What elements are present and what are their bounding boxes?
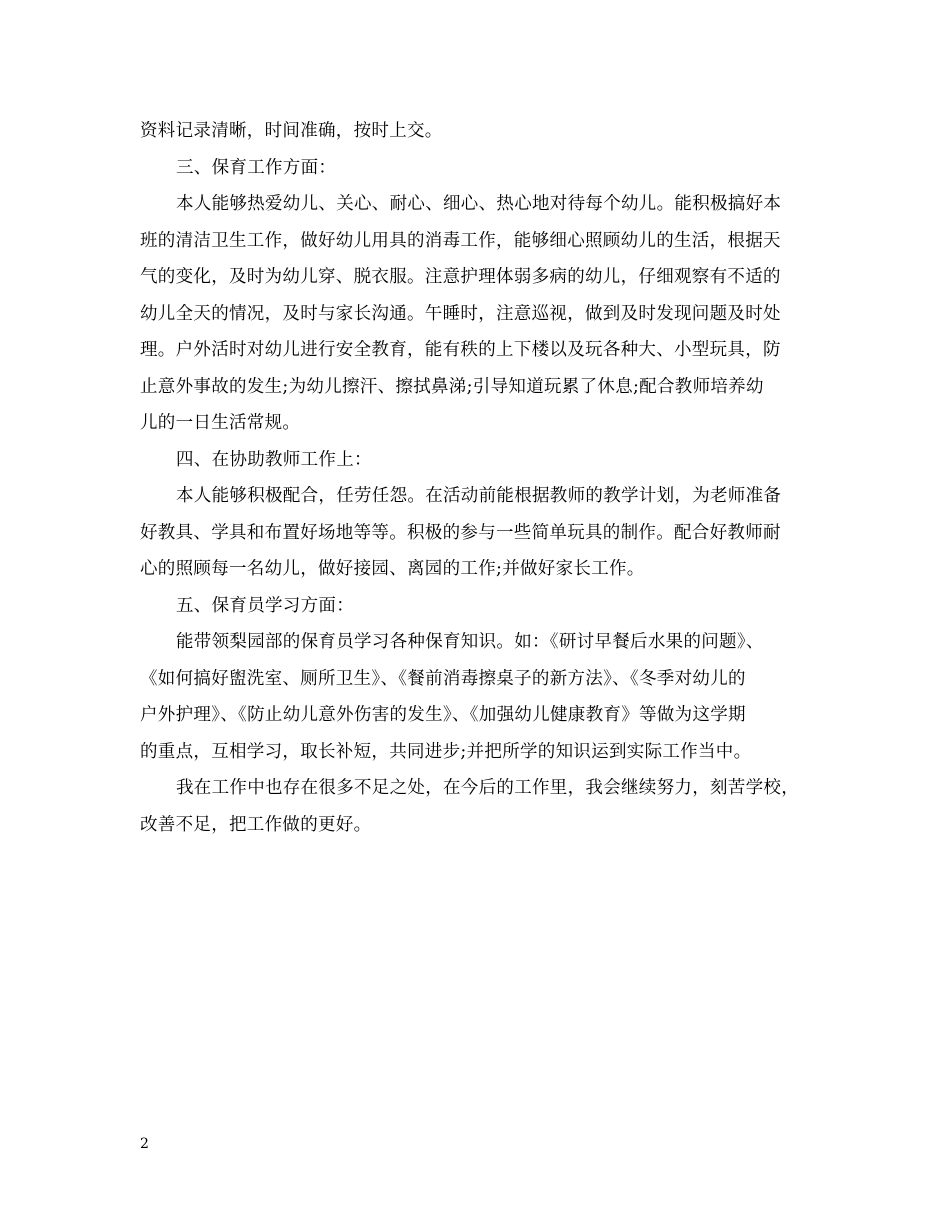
text-line: 资料记录清晰，时间准确，按时上交。 — [140, 121, 443, 141]
text-line: 好教具、学具和布置好场地等等。积极的参与一些简单玩具的制作。配合好教师耐 — [140, 522, 781, 543]
text-line: 幼儿全天的情况，及时与家长沟通。午睡时，注意巡视，做到及时发现问题及时处 — [140, 303, 781, 324]
section-heading-4: 四、在协助教师工作上： — [176, 449, 372, 470]
text-line: 改善不足，把工作做的更好。 — [140, 814, 372, 835]
text-line: 《如何搞好盥洗室、厕所卫生》、《餐前消毒擦桌子的新方法》、《冬季对幼儿的 — [140, 668, 746, 689]
page-number: 2 — [140, 1136, 149, 1152]
section-heading-3: 三、保育工作方面： — [176, 157, 337, 178]
text-line: 止意外事故的发生;为幼儿擦汗、擦拭鼻涕;引导知道玩累了休息;配合教师培养幼 — [140, 376, 764, 397]
document-body — [140, 113, 835, 843]
text-line: 本人能够积极配合，任劳任怨。在活动前能根据教师的教学计划，为老师准备 — [176, 486, 782, 506]
text-line: 本人能够热爱幼儿、关心、耐心、细心、热心地对待每个幼儿。能积极搞好本 — [176, 194, 782, 214]
text-line: 户外护理》、《防止幼儿意外伤害的发生》、《加强幼儿健康教育》等做为这学期 — [140, 705, 746, 725]
text-line: 理。户外活时对幼儿进行安全教育，能有秩的上下楼以及玩各种大、小型玩具，防 — [140, 340, 781, 360]
section-heading-5: 五、保育员学习方面： — [176, 595, 354, 616]
text-line: 能带领梨园部的保育员学习各种保育知识。如：《研讨早餐后水果的问题》、 — [176, 632, 764, 652]
text-line: 的重点，互相学习，取长补短，共同进步;并把所学的知识运到实际工作当中。 — [140, 741, 752, 762]
text-line: 班的清洁卫生工作，做好幼儿用具的消毒工作，能够细心照顾幼儿的生活，根据天 — [140, 230, 781, 251]
text-line: 我在工作中也存在很多不足之处，在今后的工作里，我会继续努力，刻苦学校， — [176, 778, 799, 798]
text-line: 儿的一日生活常规。 — [140, 413, 301, 433]
text-line: 心的照顾每一名幼儿，做好接园、离园的工作;并做好家长工作。 — [140, 559, 645, 579]
text-line: 气的变化，及时为幼儿穿、脱衣服。注意护理体弱多病的幼儿，仔细观察有不适的 — [140, 267, 781, 287]
